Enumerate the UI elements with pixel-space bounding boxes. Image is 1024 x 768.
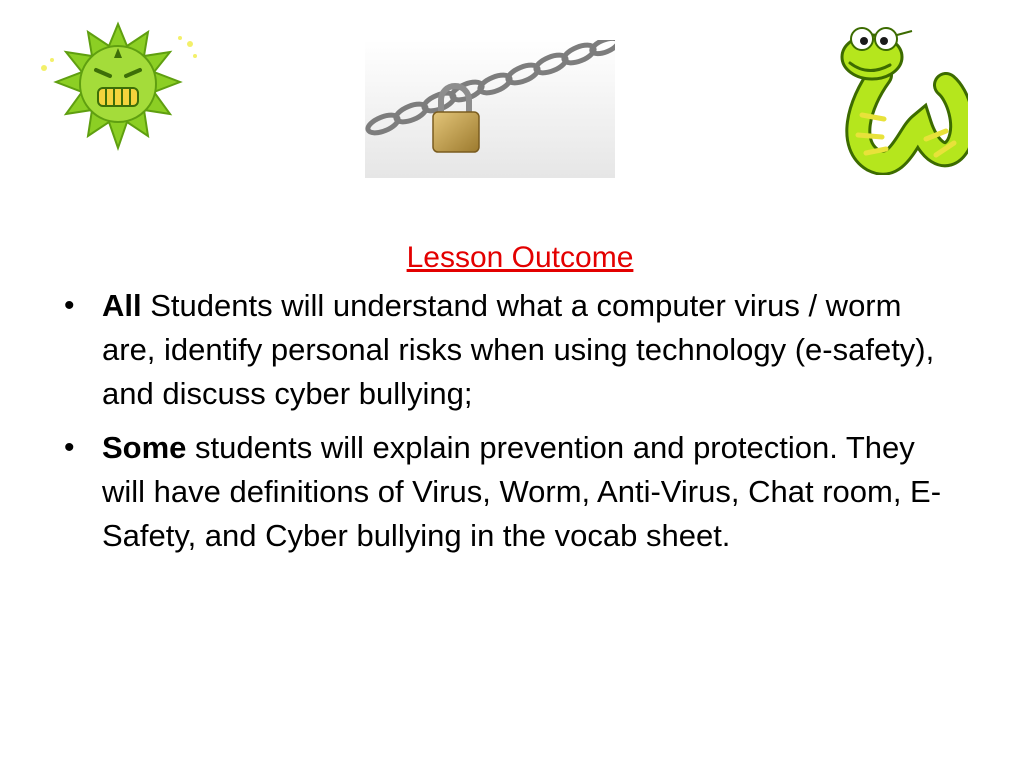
- bullet-dot-icon: •: [64, 289, 75, 322]
- page-title: Lesson Outcome: [406, 241, 634, 274]
- worm-icon: [828, 15, 968, 175]
- bullet-lead: All: [102, 288, 142, 323]
- bullet-dot-icon: •: [64, 431, 75, 464]
- slide-content: [60, 238, 980, 568]
- bullet-lead: Some: [102, 430, 187, 465]
- bullet-text: Students will understand what a computer virus / worm are, identify personal risks when using technology (e-safety), and discuss cyber bullying;: [102, 288, 935, 411]
- padlock-chain-icon: [365, 40, 615, 178]
- outcome-list: [60, 284, 980, 558]
- list-item: [60, 284, 962, 416]
- virus-icon: [30, 18, 200, 158]
- list-item: [60, 426, 962, 558]
- bullet-text: students will explain prevention and protection. They will have definitions of Virus, Worm, Anti-Virus, Chat room, E-Safety, and Cyber bullying in the vocab sheet.: [102, 430, 942, 553]
